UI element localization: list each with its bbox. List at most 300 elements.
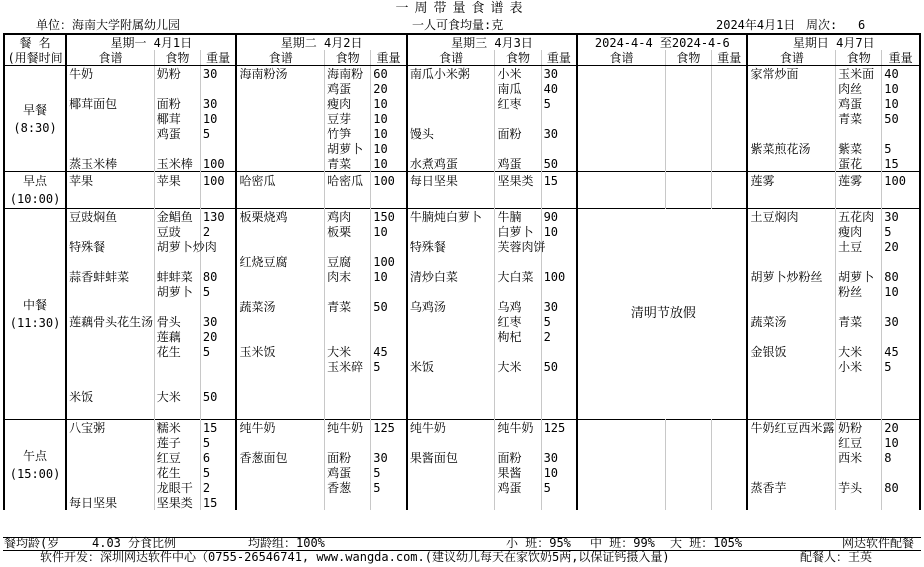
amount-cell: 20	[371, 81, 407, 96]
ingredient-cell: 奶粉	[154, 66, 200, 82]
dish-cell	[747, 254, 835, 269]
empty-cell	[665, 141, 711, 156]
ingredient-cell: 金鲳鱼	[154, 209, 200, 225]
ingredient-cell: 糯米	[154, 420, 200, 436]
empty-cell	[577, 480, 665, 495]
menu-row	[4, 329, 920, 344]
ingredient-cell: 瘦肉	[325, 96, 371, 111]
menu-row	[4, 435, 920, 450]
meal-label	[4, 172, 66, 209]
empty-cell	[711, 96, 747, 111]
dish-cell	[236, 224, 324, 239]
empty-cell	[711, 111, 747, 126]
empty-cell	[711, 141, 747, 156]
ingredient-cell: 大米	[325, 344, 371, 359]
column-header-dish: 食谱	[236, 50, 324, 66]
amount-cell: 2	[200, 224, 236, 239]
amount-cell	[882, 465, 920, 480]
ingredient-cell	[495, 374, 541, 389]
dish-cell: 果酱面包	[407, 450, 495, 465]
dish-cell: 纯牛奶	[407, 420, 495, 436]
empty-cell	[711, 172, 747, 191]
menu-row	[4, 269, 920, 284]
dish-cell	[236, 389, 324, 404]
amount-cell	[541, 284, 577, 299]
amount-cell: 5	[371, 480, 407, 495]
dish-cell	[407, 480, 495, 495]
amount-cell: 10	[882, 96, 920, 111]
dish-cell	[747, 435, 835, 450]
amount-cell: 50	[882, 111, 920, 126]
age-value: 4.03	[92, 536, 121, 550]
ingredient-cell	[836, 126, 882, 141]
amount-cell: 125	[541, 420, 577, 436]
dish-cell	[747, 299, 835, 314]
ingredient-cell: 肉丝	[836, 81, 882, 96]
ingredient-cell: 南瓜	[495, 81, 541, 96]
dish-cell	[236, 81, 324, 96]
ingredient-cell	[154, 374, 200, 389]
dish-cell: 苹果	[66, 172, 154, 191]
amount-cell	[200, 404, 236, 420]
amount-cell	[541, 190, 577, 209]
ingredient-cell: 龙眼干	[154, 480, 200, 495]
column-header-row	[4, 50, 920, 66]
dish-cell	[66, 254, 154, 269]
amount-cell: 10	[371, 96, 407, 111]
amount-cell	[371, 389, 407, 404]
ingredient-cell: 大米	[836, 344, 882, 359]
amount-cell	[882, 495, 920, 510]
amount-cell	[541, 435, 577, 450]
meal-name: 早餐	[23, 102, 48, 117]
ingredient-cell: 豆芽	[325, 111, 371, 126]
brand-label: 网达软件配餐	[842, 536, 915, 550]
amount-cell: 10	[200, 111, 236, 126]
ingredient-cell: 青菜	[836, 314, 882, 329]
menu-row	[4, 96, 920, 111]
preparer-info: 配餐人：王英	[800, 550, 873, 564]
ingredient-cell: 骨头	[154, 314, 200, 329]
amount-cell	[882, 374, 920, 389]
ingredient-cell: 花生	[154, 465, 200, 480]
empty-cell	[577, 111, 665, 126]
ingredient-cell	[154, 81, 200, 96]
dish-cell	[236, 96, 324, 111]
column-header-ingredient: 食物	[325, 50, 371, 66]
dish-cell	[236, 156, 324, 172]
ingredient-cell: 青菜	[325, 299, 371, 314]
day-header: 星期二 4月2日	[236, 34, 406, 50]
dish-cell	[66, 359, 154, 374]
dish-cell	[747, 126, 835, 141]
amount-cell	[200, 190, 236, 209]
dish-cell	[66, 344, 154, 359]
dish-cell	[66, 81, 154, 96]
amount-cell: 5	[882, 359, 920, 374]
ingredient-cell: 鸡蛋	[836, 96, 882, 111]
ingredient-cell	[495, 495, 541, 510]
empty-cell	[665, 495, 711, 510]
ingredient-cell: 蛋花	[836, 156, 882, 172]
amount-cell: 30	[200, 314, 236, 329]
amount-cell	[541, 111, 577, 126]
amount-cell: 2	[200, 480, 236, 495]
empty-cell	[577, 126, 665, 141]
dish-cell	[747, 359, 835, 374]
ingredient-cell: 枸杞	[495, 329, 541, 344]
amount-cell: 90	[541, 209, 577, 225]
column-header-dish: 食谱	[66, 50, 154, 66]
amount-cell: 40	[882, 66, 920, 82]
ingredient-cell: 面粉	[325, 450, 371, 465]
amount-cell: 30	[541, 299, 577, 314]
dish-cell: 清炒白菜	[407, 269, 495, 284]
dish-cell	[407, 314, 495, 329]
ingredient-cell: 面粉	[495, 450, 541, 465]
empty-cell	[665, 465, 711, 480]
ingredient-cell	[154, 299, 200, 314]
empty-cell	[665, 111, 711, 126]
dish-cell	[407, 284, 495, 299]
meal-label	[4, 209, 66, 420]
meal-name: 午点	[23, 449, 48, 463]
dish-cell: 香葱面包	[236, 450, 324, 465]
day-header: 星期一 4月1日	[66, 34, 236, 50]
dish-cell: 紫菜煎花汤	[747, 141, 835, 156]
day-header: 2024-4-4 至2024-4-6	[577, 34, 747, 50]
ingredient-cell: 坚果类	[154, 495, 200, 510]
ingredient-cell: 小米	[836, 359, 882, 374]
empty-cell	[711, 81, 747, 96]
dish-cell: 蒸香芋	[747, 480, 835, 495]
dish-cell	[747, 404, 835, 420]
ingredient-cell	[325, 389, 371, 404]
amount-cell: 60	[371, 66, 407, 82]
dish-cell	[747, 190, 835, 209]
dish-cell	[407, 190, 495, 209]
menu-row	[4, 141, 920, 156]
dish-cell	[236, 190, 324, 209]
ingredient-cell: 胡萝卜	[325, 141, 371, 156]
amount-cell: 30	[200, 96, 236, 111]
dish-cell	[236, 435, 324, 450]
menu-row	[4, 224, 920, 239]
amount-cell: 100	[541, 269, 577, 284]
column-header-amount: 重量	[541, 50, 577, 66]
ingredient-cell: 芙蓉肉饼	[495, 239, 541, 254]
amount-cell: 10	[371, 126, 407, 141]
ingredient-cell: 板栗	[325, 224, 371, 239]
ingredient-cell: 鸡蛋	[325, 81, 371, 96]
amount-cell: 15	[882, 156, 920, 172]
dish-cell	[66, 450, 154, 465]
amount-cell	[541, 389, 577, 404]
dish-cell: 胡萝卜炒粉丝	[747, 269, 835, 284]
ingredient-cell: 西米	[836, 450, 882, 465]
menu-row	[4, 190, 920, 209]
dish-cell	[407, 224, 495, 239]
ingredient-cell: 胡萝卜	[154, 284, 200, 299]
amount-cell	[200, 359, 236, 374]
amount-cell	[882, 126, 920, 141]
amount-cell: 5	[200, 344, 236, 359]
dish-cell	[747, 156, 835, 172]
ingredient-cell	[325, 404, 371, 420]
menu-row	[4, 111, 920, 126]
ingredient-cell	[495, 190, 541, 209]
amount-cell	[371, 435, 407, 450]
amount-cell: 30	[200, 66, 236, 82]
small-class-ratio: 小 班：95%	[506, 536, 571, 550]
amount-cell: 10	[541, 224, 577, 239]
ingredient-cell: 蚌蚌菜	[154, 269, 200, 284]
amount-cell	[200, 81, 236, 96]
dish-cell	[747, 329, 835, 344]
ingredient-cell	[836, 465, 882, 480]
page-title: 一周带量食谱表	[395, 1, 529, 16]
amount-cell: 5	[200, 465, 236, 480]
amount-cell: 80	[200, 269, 236, 284]
column-header-amount: 重量	[200, 50, 236, 66]
empty-cell	[665, 172, 711, 191]
meal-label	[4, 66, 66, 172]
amount-cell: 30	[541, 450, 577, 465]
menu-row	[4, 209, 920, 225]
dish-cell: 红烧豆腐	[236, 254, 324, 269]
dish-cell: 土豆焖肉	[747, 209, 835, 225]
dish-cell: 每日坚果	[66, 495, 154, 510]
dish-cell: 金银饭	[747, 344, 835, 359]
holiday-note: 清明节放假	[577, 209, 747, 420]
ingredient-cell: 莲雾	[836, 172, 882, 191]
amount-cell: 100	[371, 172, 407, 191]
column-header-dish: 食谱	[577, 50, 665, 66]
amount-cell: 10	[882, 435, 920, 450]
dish-cell	[236, 465, 324, 480]
amount-cell	[541, 495, 577, 510]
column-header-ingredient: 食物	[665, 50, 711, 66]
amount-cell	[541, 404, 577, 420]
ingredient-cell: 果酱	[495, 465, 541, 480]
ingredient-cell: 乌鸡	[495, 299, 541, 314]
empty-cell	[577, 96, 665, 111]
dish-cell	[66, 329, 154, 344]
ingredient-cell: 花生	[154, 344, 200, 359]
day-header: 星期三 4月3日	[407, 34, 577, 50]
ingredient-cell: 玉米棒	[154, 156, 200, 172]
empty-cell	[577, 450, 665, 465]
ingredient-cell	[836, 299, 882, 314]
ingredient-cell: 青菜	[836, 111, 882, 126]
amount-cell	[882, 329, 920, 344]
dish-cell: 蔬菜汤	[747, 314, 835, 329]
amount-cell: 5	[371, 359, 407, 374]
amount-cell: 8	[882, 450, 920, 465]
ingredient-cell: 鸡蛋	[495, 480, 541, 495]
dish-cell	[407, 435, 495, 450]
ingredient-cell: 纯牛奶	[495, 420, 541, 436]
dish-cell: 纯牛奶	[236, 420, 324, 436]
empty-cell	[577, 172, 665, 191]
ingredient-cell	[495, 254, 541, 269]
column-header-ingredient: 食物	[495, 50, 541, 66]
amount-cell: 5	[200, 435, 236, 450]
dish-cell: 蔬菜汤	[236, 299, 324, 314]
dish-cell	[66, 480, 154, 495]
dish-cell	[66, 141, 154, 156]
dish-cell	[407, 344, 495, 359]
ingredient-cell	[495, 344, 541, 359]
ingredient-cell: 五花肉	[836, 209, 882, 225]
amount-cell: 50	[541, 359, 577, 374]
ingredient-cell	[154, 254, 200, 269]
amount-cell	[541, 374, 577, 389]
menu-row	[4, 254, 920, 269]
amount-cell	[371, 404, 407, 420]
ingredient-cell: 面粉	[495, 126, 541, 141]
amount-cell: 10	[371, 156, 407, 172]
dish-cell	[236, 126, 324, 141]
amount-cell	[371, 314, 407, 329]
empty-cell	[711, 435, 747, 450]
menu-row	[4, 126, 920, 141]
menu-row	[4, 156, 920, 172]
dish-cell	[66, 374, 154, 389]
empty-cell	[665, 190, 711, 209]
dish-cell: 哈密瓜	[236, 172, 324, 191]
amount-cell: 100	[200, 172, 236, 191]
meal-label	[4, 420, 66, 511]
meal-time-header: (用餐时间	[4, 50, 66, 66]
dish-cell: 牛奶红豆西米露	[747, 420, 835, 436]
dish-cell	[66, 190, 154, 209]
empty-cell	[577, 190, 665, 209]
amount-cell: 30	[541, 126, 577, 141]
dish-cell	[66, 435, 154, 450]
menu-row	[4, 66, 920, 82]
day-header-row	[4, 34, 920, 50]
menu-row	[4, 374, 920, 389]
dish-cell: 乌鸡汤	[407, 299, 495, 314]
ingredient-cell	[495, 111, 541, 126]
ingredient-cell: 土豆	[836, 239, 882, 254]
menu-row	[4, 314, 920, 329]
ingredient-cell: 胡萝卜炒肉	[154, 239, 200, 254]
ingredient-cell: 莲子	[154, 435, 200, 450]
amount-cell	[882, 404, 920, 420]
amount-cell: 80	[882, 269, 920, 284]
dish-cell: 海南粉汤	[236, 66, 324, 82]
dish-cell	[747, 111, 835, 126]
ingredient-cell: 奶粉	[836, 420, 882, 436]
ingredient-cell	[325, 329, 371, 344]
amount-cell: 45	[371, 344, 407, 359]
ingredient-cell: 红枣	[495, 96, 541, 111]
amount-cell: 150	[371, 209, 407, 225]
dish-cell: 特殊餐	[66, 239, 154, 254]
ingredient-cell	[154, 359, 200, 374]
column-header-ingredient: 食物	[154, 50, 200, 66]
amount-cell: 15	[200, 420, 236, 436]
dish-cell	[66, 284, 154, 299]
menu-row	[4, 420, 920, 436]
ingredient-cell	[325, 284, 371, 299]
column-header-ingredient: 食物	[836, 50, 882, 66]
amount-cell: 10	[541, 465, 577, 480]
menu-row	[4, 450, 920, 465]
ingredient-cell	[325, 190, 371, 209]
amount-cell	[541, 239, 577, 254]
dish-cell: 豆豉焖鱼	[66, 209, 154, 225]
amount-cell	[200, 141, 236, 156]
dish-cell	[747, 284, 835, 299]
ingredient-cell: 小米	[495, 66, 541, 82]
dish-cell: 蒜香蚌蚌菜	[66, 269, 154, 284]
dish-cell: 牛腩炖白萝卜	[407, 209, 495, 225]
age-label: 餐均龄(岁	[4, 536, 60, 550]
ingredient-cell: 红枣	[495, 314, 541, 329]
ingredient-cell	[325, 314, 371, 329]
menu-row	[4, 81, 920, 96]
amount-cell	[200, 374, 236, 389]
amount-cell	[882, 190, 920, 209]
ingredient-cell: 粉丝	[836, 284, 882, 299]
empty-cell	[577, 156, 665, 172]
dish-cell	[236, 480, 324, 495]
amount-cell: 10	[882, 81, 920, 96]
menu-row	[4, 299, 920, 314]
ingredient-cell: 鸡肉	[325, 209, 371, 225]
menu-row	[4, 172, 920, 191]
dish-cell	[236, 495, 324, 510]
ingredient-cell: 玉米面	[836, 66, 882, 82]
amount-cell: 20	[200, 329, 236, 344]
ingredient-cell: 纯牛奶	[325, 420, 371, 436]
amount-cell: 5	[371, 465, 407, 480]
menu-row	[4, 495, 920, 510]
amount-cell	[371, 374, 407, 389]
dish-cell	[236, 374, 324, 389]
amount-cell: 6	[200, 450, 236, 465]
developer-info: 软件开发：深圳网达软件中心（0755-26546741, www.wangda.com.(建议幼儿每天在家饮奶5两,以保证钙摄入量)	[40, 550, 670, 564]
ingredient-cell	[836, 389, 882, 404]
dish-cell	[747, 389, 835, 404]
dish-cell	[236, 329, 324, 344]
dish-cell: 家常炒面	[747, 66, 835, 82]
middle-class-ratio: 中 班：99%	[590, 536, 655, 550]
dish-cell	[747, 495, 835, 510]
week-label: 周次:	[806, 18, 838, 32]
empty-cell	[577, 420, 665, 436]
menu-row	[4, 284, 920, 299]
ingredient-cell	[495, 141, 541, 156]
dish-cell: 蒸玉米棒	[66, 156, 154, 172]
amount-cell	[882, 299, 920, 314]
amount-cell: 5	[882, 224, 920, 239]
ingredient-cell: 芋头	[836, 480, 882, 495]
empty-cell	[711, 156, 747, 172]
dish-cell: 板栗烧鸡	[236, 209, 324, 225]
ingredient-cell: 面粉	[154, 96, 200, 111]
amount-cell: 100	[371, 254, 407, 269]
dish-cell: 水煮鸡蛋	[407, 156, 495, 172]
column-header-dish: 食谱	[747, 50, 835, 66]
dish-cell	[407, 81, 495, 96]
column-header-amount: 重量	[882, 50, 920, 66]
menu-row	[4, 389, 920, 404]
amount-cell: 5	[200, 126, 236, 141]
